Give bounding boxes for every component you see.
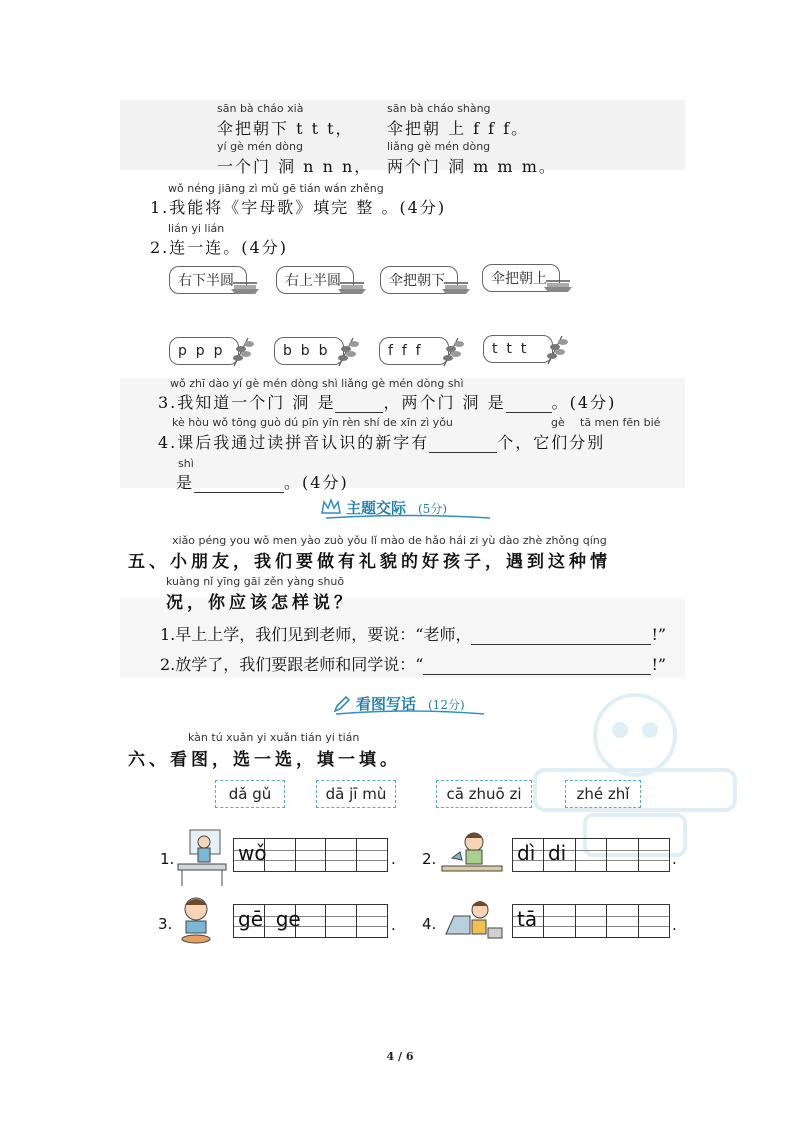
q2-text: 2.连一连。(4分) bbox=[150, 238, 288, 257]
grid-pinyin: wǒ bbox=[238, 841, 267, 865]
boat-icon bbox=[337, 281, 367, 295]
leaf-sprig-icon bbox=[333, 334, 359, 368]
match-label: t t t bbox=[492, 341, 527, 357]
poem-pinyin: yí gè mén dòng bbox=[217, 140, 303, 153]
match-label: b b b bbox=[283, 343, 328, 359]
match-label: f f f bbox=[388, 343, 421, 359]
q5-item bbox=[160, 652, 666, 675]
crown-icon bbox=[320, 497, 342, 517]
answer-blank[interactable] bbox=[335, 396, 383, 413]
poem-pinyin: liǎng gè mén dòng bbox=[387, 140, 491, 153]
poem-line: 两个门 洞 m m m。 bbox=[387, 157, 557, 176]
match-label: p p p bbox=[178, 343, 223, 359]
match-box-bottom[interactable] bbox=[169, 337, 239, 365]
poem-pinyin: sān bà cháo shàng bbox=[387, 102, 491, 115]
q5-pinyin: xiǎo péng you wǒ men yào zuò yǒu lǐ mào de hǎo hái zi yù dào zhè zhǒng qíng bbox=[172, 534, 607, 547]
match-box-bottom[interactable] bbox=[274, 337, 344, 365]
leaf-sprig-icon bbox=[228, 334, 254, 368]
banner-underline bbox=[318, 496, 498, 520]
q5-item bbox=[160, 622, 666, 645]
word-option[interactable]: dǎ gǔ bbox=[215, 780, 285, 808]
match-label: 右上半圆 bbox=[285, 273, 341, 289]
q1-text: 1.我能将《字母歌》填完 整 。(4分) bbox=[150, 198, 447, 217]
grid-pinyin: tā bbox=[517, 907, 538, 931]
grid-pinyin: dì di bbox=[517, 841, 567, 865]
leaf-sprig-icon bbox=[438, 334, 464, 368]
child-drumming-icon bbox=[174, 828, 230, 888]
poem-line: 一个门 洞 n n n， bbox=[217, 157, 373, 176]
q6-pinyin: kàn tú xuǎn yi xuǎn tián yi tián bbox=[188, 731, 360, 744]
answer-blank[interactable] bbox=[506, 396, 552, 413]
q3-line bbox=[158, 390, 616, 413]
boat-icon bbox=[441, 281, 471, 295]
item-number: 2. bbox=[422, 850, 437, 868]
answer-blank[interactable] bbox=[429, 436, 497, 453]
item-number: 1. bbox=[160, 850, 175, 868]
answer-blank[interactable] bbox=[423, 658, 651, 675]
child-folding-paper-icon bbox=[438, 828, 504, 880]
panda-watermark-icon bbox=[525, 680, 745, 860]
section-banner-theme bbox=[318, 496, 498, 520]
section-score: (5分) bbox=[418, 502, 447, 516]
period-mark: . bbox=[391, 850, 396, 868]
match-box-top[interactable] bbox=[482, 264, 560, 292]
q5-pinyin: kuàng nǐ yīng gāi zěn yàng shuō bbox=[166, 575, 345, 588]
section-score: (12分) bbox=[428, 698, 465, 712]
match-box-bottom[interactable] bbox=[483, 335, 553, 363]
boat-icon bbox=[230, 281, 260, 295]
q4-line2 bbox=[176, 470, 349, 493]
writing-grid[interactable] bbox=[233, 838, 388, 872]
answer-blank[interactable] bbox=[194, 476, 284, 493]
q4-pinyin: tā men fēn bié bbox=[580, 416, 661, 429]
q5-title: 五、小朋友，我们要做有礼貌的好孩子，遇到这种情 bbox=[128, 552, 611, 572]
boat-icon bbox=[543, 279, 573, 293]
match-box-top[interactable] bbox=[380, 266, 458, 294]
match-box-bottom[interactable] bbox=[379, 337, 449, 365]
q3-text: 3.我知道一个门 洞 是 bbox=[158, 393, 336, 412]
pencil-icon bbox=[332, 694, 352, 714]
item-number: 3. bbox=[158, 915, 173, 933]
period-mark: . bbox=[391, 916, 396, 934]
child-building-blocks-icon bbox=[174, 895, 218, 945]
match-label: 伞把朝上 bbox=[491, 271, 547, 287]
poem-pinyin: sān bà cháo xià bbox=[217, 102, 304, 115]
q3-text: 。(4分) bbox=[551, 393, 617, 412]
q3-pinyin: wǒ zhī dào yí gè mén dòng shì liǎng gè mén dòng shì bbox=[170, 377, 464, 390]
word-option[interactable]: zhé zhǐ bbox=[565, 780, 641, 808]
word-option[interactable]: dā jī mù bbox=[316, 780, 396, 808]
q5-item-text: !” bbox=[651, 625, 667, 644]
period-mark: . bbox=[672, 850, 677, 868]
q3-text: ，两个门 洞 是 bbox=[383, 393, 506, 412]
poem-line: 伞把朝 上 f f f。 bbox=[387, 119, 530, 138]
writing-grid[interactable] bbox=[512, 838, 670, 872]
page-number: 4 / 6 bbox=[386, 1050, 414, 1063]
leaf-sprig-icon bbox=[542, 332, 568, 366]
q5-title: 况，你应该怎样说？ bbox=[166, 593, 355, 613]
q4-text: 个，它们分别 bbox=[497, 433, 606, 452]
section-banner-picture bbox=[330, 692, 490, 716]
q6-title: 六、看图，选一选，填一填。 bbox=[128, 750, 401, 770]
q4-text: 4.课后我通过读拼音认识的新字有 bbox=[158, 433, 430, 452]
grid-pinyin: gē ge bbox=[238, 907, 301, 931]
q4-text: 是 bbox=[176, 473, 195, 492]
q4-text: 。(4分) bbox=[284, 473, 349, 492]
q4-line bbox=[158, 430, 605, 453]
q5-item-text: 1.早上上学，我们见到老师，要说：“老师， bbox=[160, 625, 472, 644]
item-number: 4. bbox=[422, 915, 437, 933]
q4-pinyin: gè bbox=[551, 416, 565, 429]
q5-item-text: !” bbox=[651, 655, 667, 674]
section-title: 看图写话 bbox=[356, 695, 417, 713]
match-box-top[interactable] bbox=[276, 266, 354, 294]
word-option[interactable]: cā zhuō zi bbox=[436, 780, 532, 808]
q5-item-text: 2.放学了，我们要跟老师和同学说：“ bbox=[160, 655, 424, 674]
q1-pinyin: wǒ néng jiāng zì mǔ gē tián wán zhěng bbox=[168, 182, 384, 195]
writing-grid[interactable] bbox=[512, 904, 670, 938]
period-mark: . bbox=[672, 916, 677, 934]
match-box-top[interactable] bbox=[169, 266, 247, 294]
match-label: 伞把朝下 bbox=[389, 273, 445, 289]
q4-pinyin: shì bbox=[178, 457, 194, 470]
q2-pinyin: lián yi lián bbox=[168, 222, 225, 235]
child-wiping-table-icon bbox=[440, 898, 506, 944]
section-title: 主题交际 bbox=[346, 499, 407, 517]
answer-blank[interactable] bbox=[471, 628, 651, 645]
writing-grid[interactable] bbox=[233, 904, 388, 938]
poem-line: 伞把朝下 t t t， bbox=[217, 119, 354, 138]
q4-pinyin: kè hòu wǒ tōng guò dú pīn yīn rèn shí de xīn zì yǒu bbox=[172, 416, 453, 429]
match-label: 右下半圆 bbox=[178, 273, 234, 289]
